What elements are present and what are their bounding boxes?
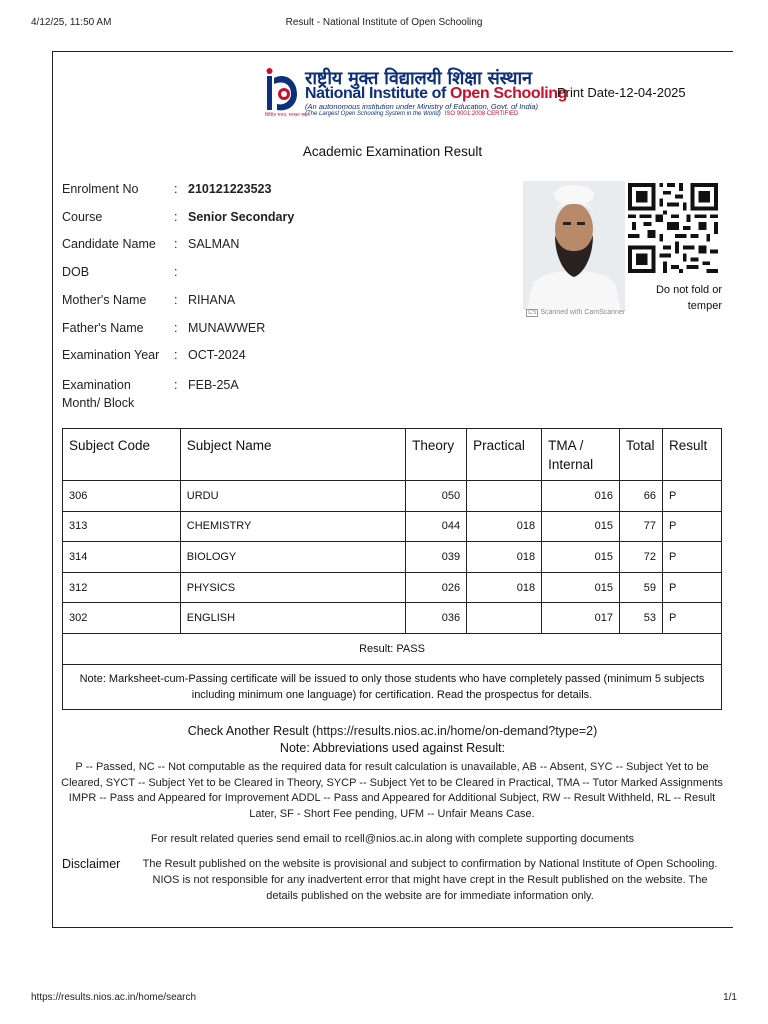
table-row bbox=[63, 511, 722, 542]
overall-result: Result: PASS bbox=[63, 633, 722, 664]
nios-logo bbox=[265, 66, 568, 122]
cell-subject-code: 312 bbox=[63, 572, 181, 603]
cell-practical: 018 bbox=[467, 542, 542, 573]
cell-theory: 050 bbox=[406, 481, 467, 512]
cell-subject-name: PHYSICS bbox=[180, 572, 405, 603]
logo-hindi-name: राष्ट्रीय मुक्त विद्यालयी शिक्षा संस्थान bbox=[305, 68, 532, 89]
logo-tagline: (The Largest Open Schooling System in the World) ISO 9001:2008 CERTIFIED bbox=[305, 111, 519, 117]
header-result: Result bbox=[662, 429, 721, 481]
cell-result: P bbox=[662, 481, 721, 512]
cell-subject-name: CHEMISTRY bbox=[180, 511, 405, 542]
cell-subject-name: ENGLISH bbox=[180, 603, 405, 634]
document-title: Academic Examination Result bbox=[302, 144, 483, 159]
cell-result: P bbox=[662, 572, 721, 603]
disclaimer-label: Disclaimer bbox=[62, 857, 121, 871]
cell-total: 72 bbox=[619, 542, 662, 573]
cell-theory: 044 bbox=[406, 511, 467, 542]
cell-subject-code: 306 bbox=[63, 481, 181, 512]
header-tma-internal: TMA / Internal bbox=[542, 429, 620, 481]
cell-tma: 017 bbox=[542, 603, 620, 634]
cell-practical: 018 bbox=[467, 572, 542, 603]
print-footer bbox=[31, 992, 737, 1006]
table-header-row bbox=[63, 429, 722, 481]
cell-total: 77 bbox=[619, 511, 662, 542]
print-date: Print Date-12-04-2025 bbox=[557, 85, 686, 100]
cell-result: P bbox=[662, 542, 721, 573]
print-page-number: 1/1 bbox=[723, 992, 737, 1003]
certificate-note-row bbox=[63, 664, 722, 709]
table-row bbox=[63, 572, 722, 603]
cell-tma: 015 bbox=[542, 542, 620, 573]
logo-english-name: National Institute of Open Schooling bbox=[305, 85, 568, 102]
candidate-photo bbox=[523, 181, 625, 310]
cell-tma: 015 bbox=[542, 572, 620, 603]
cell-practical: 018 bbox=[467, 511, 542, 542]
table-row bbox=[63, 481, 722, 512]
cell-subject-code: 314 bbox=[63, 542, 181, 573]
cell-theory: 026 bbox=[406, 572, 467, 603]
header-practical: Practical bbox=[467, 429, 542, 481]
print-url: https://results.nios.ac.in/home/search bbox=[31, 992, 197, 1003]
abbreviations-heading: Note: Abbreviations used against Result: bbox=[279, 741, 506, 755]
print-timestamp: 4/12/25, 11:50 AM bbox=[31, 17, 112, 28]
cell-practical bbox=[467, 603, 542, 634]
check-another-result-url[interactable]: (https://results.nios.ac.in/home/on-demand?type=2) bbox=[312, 724, 598, 738]
check-another-result bbox=[52, 724, 733, 738]
cell-theory: 036 bbox=[406, 603, 467, 634]
header-total: Total bbox=[619, 429, 662, 481]
overall-result-row bbox=[63, 633, 722, 664]
cell-tma: 016 bbox=[542, 481, 620, 512]
disclaimer-text: The Result published on the website is provisional and subject to confirmation by National Institute of Open Schooling. NIOS is not responsible for any inadvertent error that might have crept in the Result published on the website. The details published on the website are for immediate information only. bbox=[142, 858, 718, 902]
cell-total: 53 bbox=[619, 603, 662, 634]
cell-tma: 015 bbox=[542, 511, 620, 542]
cell-result: P bbox=[662, 603, 721, 634]
print-page-title: Result - National Institute of Open Schooling bbox=[285, 17, 483, 28]
check-another-result-link[interactable]: Check Another Result bbox=[187, 724, 309, 738]
header-subject-code: Subject Code bbox=[63, 429, 181, 481]
cell-subject-code: 302 bbox=[63, 603, 181, 634]
print-header bbox=[31, 17, 737, 31]
cell-subject-name: URDU bbox=[180, 481, 405, 512]
cell-subject-name: BIOLOGY bbox=[180, 542, 405, 573]
header-theory: Theory bbox=[406, 429, 467, 481]
candidate-photo-icon bbox=[523, 181, 625, 310]
cell-total: 66 bbox=[619, 481, 662, 512]
cell-result: P bbox=[662, 511, 721, 542]
abbreviations-text: P -- Passed, NC -- Not computable as the required data for result calculation is unavailable, AB -- Absent, SYC -- Subject Yet to be Cleared, SYCT -- Subject Yet to be Cleared in Theory, SYCP -- Subject Yet to be Cleared in Practical, TMA -- Tutor Marked Assignments IMPR -- Pass and Appeared for Improvement ADDL -- Pass and Appeared for Additional Subject, RW -- Result Withheld, RL -- Result Later, SF - Short Fee pending, UFM -- Unfair Means Case. bbox=[61, 761, 723, 820]
certificate-note: Note: Marksheet-cum-Passing certificate will be issued to only those students who have completely passed (minimum 5 subjects including minimum one language) for certification. Read the prospectus for details. bbox=[63, 664, 722, 709]
logo-motto: शिक्षित भारत, सशक्त भारत bbox=[265, 112, 310, 117]
cell-subject-code: 313 bbox=[63, 511, 181, 542]
cell-practical bbox=[467, 481, 542, 512]
cell-theory: 039 bbox=[406, 542, 467, 573]
logo-subtitle: (An autonomous institution under Ministry of Education, Govt. of India) bbox=[305, 102, 539, 111]
query-contact-text: For result related queries send email to rcell@nios.ac.in along with complete supporting documents bbox=[150, 833, 635, 845]
cell-total: 59 bbox=[619, 572, 662, 603]
table-row bbox=[63, 542, 722, 573]
header-subject-name: Subject Name bbox=[180, 429, 405, 481]
camscanner-watermark: CS Scanned with CamScanner bbox=[528, 309, 626, 316]
qr-code-icon bbox=[627, 183, 719, 273]
table-row bbox=[63, 603, 722, 634]
fold-warning-note: Do not fold or temper bbox=[655, 284, 722, 312]
results-table bbox=[62, 428, 722, 710]
